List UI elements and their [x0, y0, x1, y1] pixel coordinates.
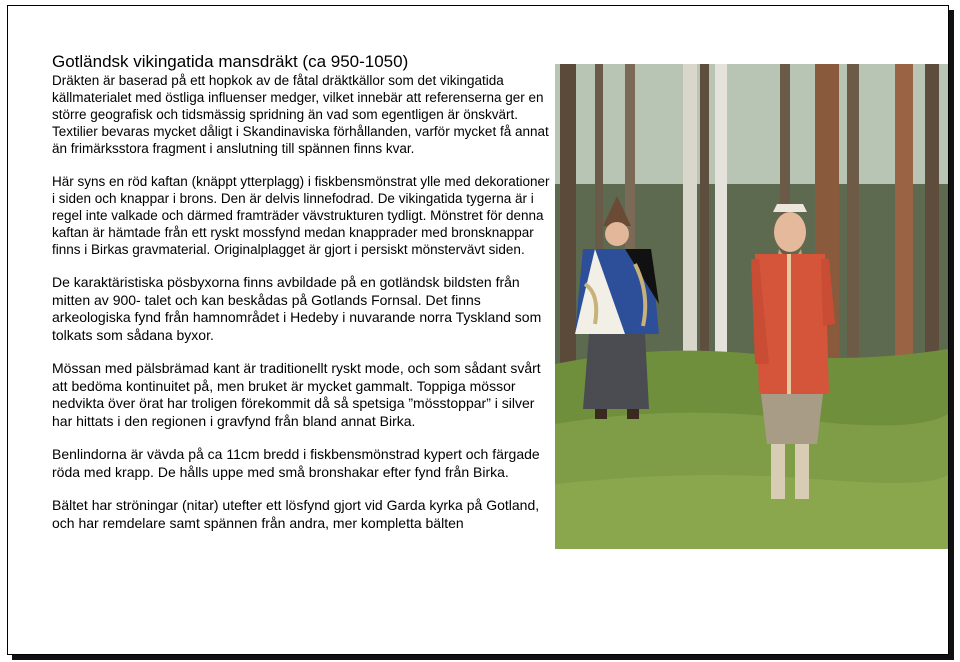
text-column — [52, 52, 552, 548]
paragraph-hat: Mössan med pälsbrämad kant är traditionellt ryskt mode, och som sådant svårt att bedöma kontinuitet på, men bruket är mycket gammalt. Toppiga mössor nedvikta över örat har troligen förekommit då så spetsiga ”mösstoppar” i silver har hittats i den regionen i gravfynd från bland annat Birka. — [52, 360, 541, 429]
paragraph-leg-wraps: Benlindorna är vävda på ca 11cm bredd i fiskbensmönstrad kypert och färgade röda med krapp. De hålls uppe med små bronshakar efter fynd från Birka. — [52, 446, 540, 480]
forest-photo-illustration — [555, 64, 948, 549]
photo-viking-costumes — [555, 64, 948, 549]
paragraph-kaftan: Här syns en röd kaftan (knäppt ytterplagg) i fiskbensmönstrat ylle med dekorationer i siden och knappar i brons. Den är delvis linnefodrad. De vikingatida tygerna är i regel inte valkade och därmed framträder vävstrukturen tydligt. Mönstret för denna kaftan är hämtade från ett ryskt mossfynd medan knapprader med bronsknappar finns i Birkas gravmaterial. Originalplagget är gjort i persiskt mönstervävt siden. — [52, 174, 550, 257]
paragraph-intro: Dräkten är baserad på ett hopkok av de fåtal dräktkällor som det vikingatida källmaterialet med östliga influenser medger, vilket innebär att referenserna ger en större geografisk och tidsmässig spridning än vad som egentligen är önskvärt. Textilier bevaras mycket dåligt i Skandinaviska förhållanden, varför mycket få annat än frimärksstora fragment i anslutning till spännen finns kvar. — [52, 73, 549, 156]
page-title: Gotländsk vikingatida mansdräkt (ca 950-1050) — [52, 52, 409, 71]
paragraph-trousers: De karaktäristiska pösbyxorna finns avbildade på en gotländsk bildsten från mitten av 900- talet och kan beskådas på Gotlands Fornsal. Det finns arkeologiska fynd från hamnområdet i Hedeby i nuvarande norra Tyskland som tolkats som sådana byxor. — [52, 274, 542, 343]
paragraph-belt: Bältet har ströningar (nitar) utefter ett lösfynd gjort vid Garda kyrka på Gotland, och har remdelare samt spännen från andra, mer kompletta bälten — [52, 497, 540, 531]
